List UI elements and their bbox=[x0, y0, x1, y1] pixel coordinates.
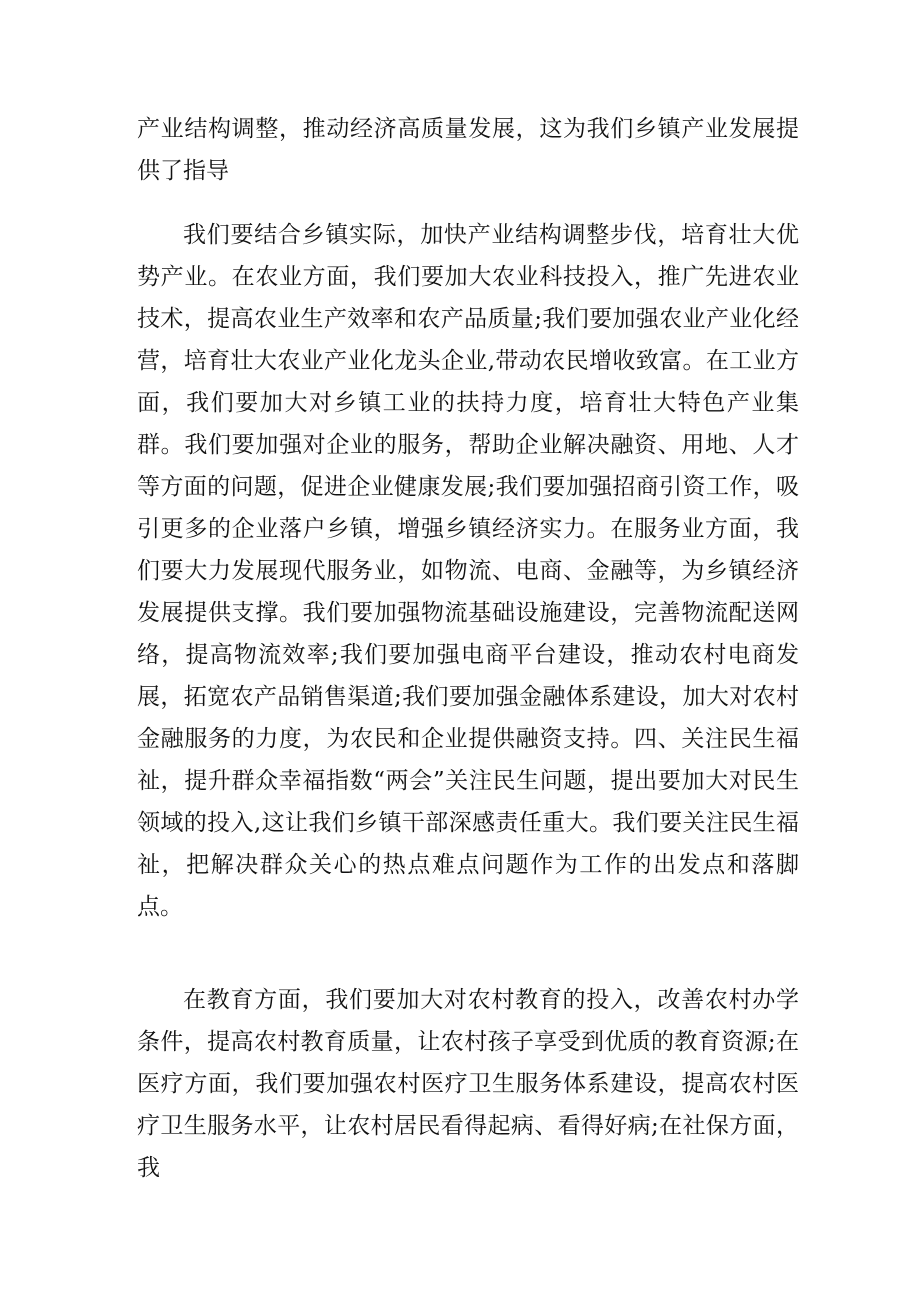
paragraph-continuation: 产业结构调整，推动经济高质量发展，这为我们乡镇产业发展提供了指导 bbox=[137, 116, 799, 184]
paragraph-industrial-structure: 我们要结合乡镇实际，加快产业结构调整步伐，培育壮大优势产业。在农业方面，我们要加大农业科技投入，推广先进农业技术，提高农业生产效率和农产品质量;我们要加强农业产业化经营，培育壮大农业产业化龙头企业,带动农民增收致富。在工业方面，我们要加大对乡镇工业的扶持力度，培育壮大特色产业集群。我们要加强对企业的服务，帮助企业解决融资、用地、人才等方面的问题，促进企业健康发展;我们要加强招商引资工作，吸引更多的企业落户乡镇，增强乡镇经济实力。在服务业方面，我们要大力发展现代服务业，如物流、电商、金融等，为乡镇经济发展提供支撑。我们要加强物流基础设施建设，完善物流配送网络，提高物流效率;我们要加强电商平台建设，推动农村电商发展，拓宽农产品销售渠道;我们要加强金融体系建设，加大对农村金融服务的力度，为农民和企业提供融资支持。四、关注民生福祉，提升群众幸福指数“两会”关注民生问题，提出要加大对民生领域的投入,这让我们乡镇干部深感责任重大。我们要关注民生福祉，把解决群众关心的热点难点问题作为工作的出发点和落脚点。 bbox=[137, 222, 799, 920]
paragraph-education-healthcare: 在教育方面，我们要加大对农村教育的投入，改善农村办学条件，提高农村教育质量，让农村孩子享受到优质的教育资源;在医疗方面，我们要加强农村医疗卫生服务体系建设，提高农村医疗卫生服务水平，让农村居民看得起病、看得好病;在社保方面，我 bbox=[137, 987, 799, 1181]
